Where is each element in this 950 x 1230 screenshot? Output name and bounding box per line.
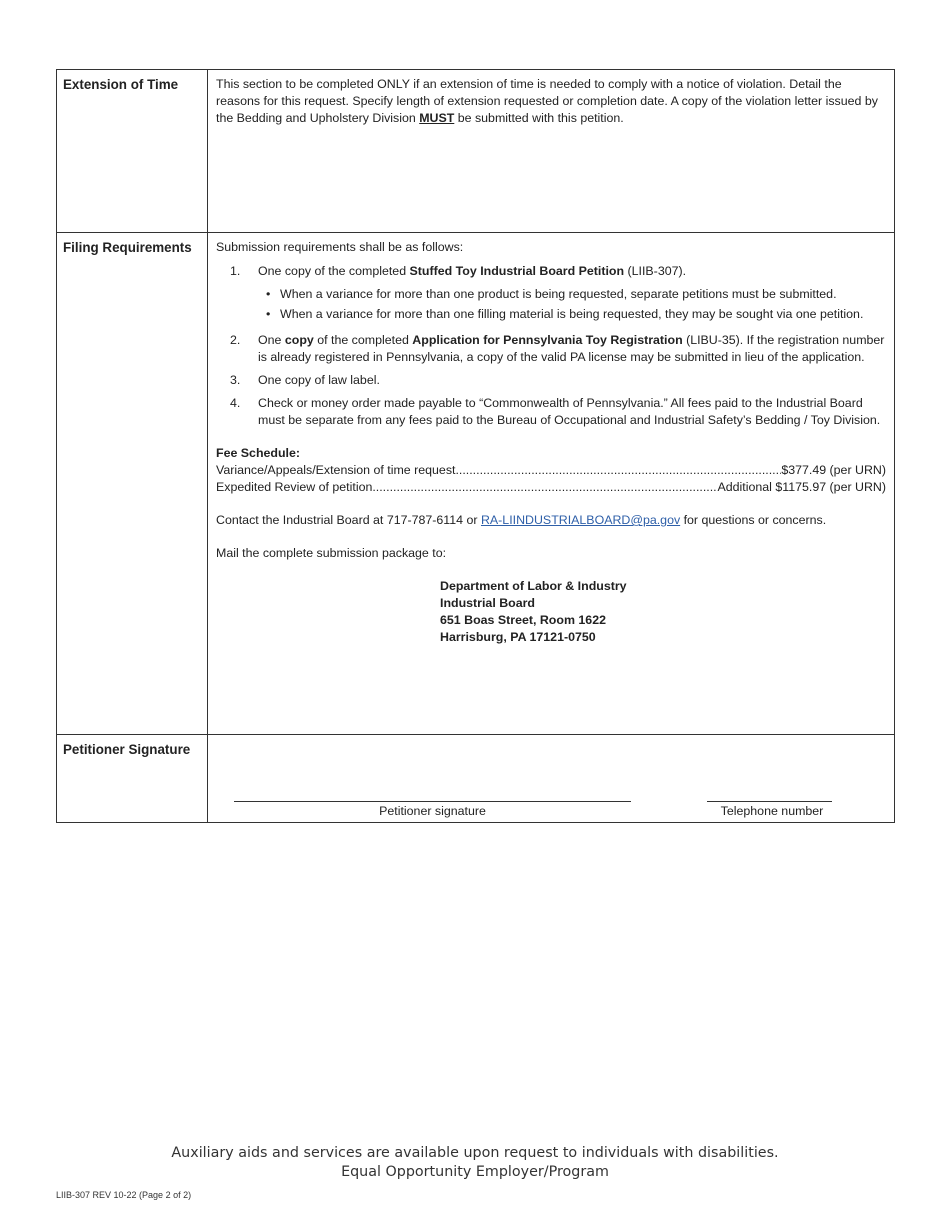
fee-line: Variance/Appeals/Extension of time request ..... $377.49 (per URN) — [216, 462, 886, 479]
filing-content — [208, 233, 895, 735]
requirements-list — [216, 263, 886, 429]
extension-field[interactable] — [208, 70, 895, 233]
filing-requirements-row — [57, 233, 895, 735]
telephone-number-field[interactable] — [707, 801, 832, 802]
requirement-item: 1. One copy of the completed Stuffed Toy Industrial Board Petition (LIIB-307). • When a variance for more than one product is being requested, separate petitions must be submitted. • When a variance for more than one filling material is being requested, they may be sought via one petition. — [216, 263, 886, 326]
address-line: Department of Labor & Industry — [440, 579, 627, 593]
fee-schedule-title: Fee Schedule: — [216, 446, 301, 460]
email-link[interactable]: RA-LIINDUSTRIALBOARD@pa.gov — [480, 513, 681, 527]
address-line: 651 Boas Street, Room 1622 — [440, 613, 606, 627]
mail-instructions: Mail the complete submission package to: — [216, 546, 447, 560]
petitioner-signature-field[interactable] — [234, 801, 631, 802]
signature-row — [57, 735, 895, 823]
dot-leader — [455, 462, 781, 479]
extension-label: Extension of Time — [57, 70, 208, 233]
sub-bullet: • When a variance for more than one product is being requested, separate petitions must be submitted. — [258, 286, 886, 303]
accessibility-notice — [0, 1144, 950, 1182]
contact-text: Contact the Industrial Board at 717-787-6114 or RA-LIINDUSTRIALBOARD@pa.gov for questions or concerns. — [216, 513, 827, 527]
mailing-address — [440, 578, 886, 646]
extension-row — [57, 70, 895, 233]
sub-bullet: • When a variance for more than one filling material is being requested, they may be sought via one petition. — [258, 306, 886, 323]
dot-leader — [372, 479, 717, 496]
extension-instructions: This section to be completed ONLY if an extension of time is needed to comply with a notice of violation. Detail the reasons for this request. Specify length of extension requested or completion date. A copy of the violation letter issued by the Bedding and Upholstery Division MUST be submitted with this petition. — [216, 77, 878, 125]
form-number: LIIB-307 REV 10-22 (Page 2 of 2) — [56, 1190, 192, 1200]
requirement-item: 4. Check or money order made payable to “Commonwealth of Pennsylvania.” All fees paid to the Industrial Board must be separate from any fees paid to the Bureau of Occupational and Industrial Safety’s Bedding / Toy Division. — [230, 396, 881, 427]
address-line: Harrisburg, PA 17121-0750 — [440, 630, 596, 644]
bullet-icon: • — [266, 287, 271, 301]
requirement-item: 3. One copy of law label. — [230, 373, 380, 387]
bullet-icon: • — [266, 307, 271, 321]
petition-form-table — [56, 69, 895, 823]
address-line: Industrial Board — [440, 596, 536, 610]
petitioner-signature-caption: Petitioner signature — [379, 804, 486, 818]
signature-cell — [208, 735, 895, 823]
telephone-number-caption: Telephone number — [720, 804, 824, 818]
fee-line: Expedited Review of petition ..... Additional $1175.97 (per URN) — [216, 479, 886, 496]
filing-intro: Submission requirements shall be as follows: — [216, 240, 464, 254]
requirement-item: 2. One copy of the completed Application for Pennsylvania Toy Registration (LIBU-35). If the registration number is already registered in Pennsylvania, a copy of the valid PA license may be submitted in lieu of the application. — [230, 333, 885, 364]
requirement-sub-bullets — [258, 286, 886, 323]
signature-label: Petitioner Signature — [57, 735, 208, 823]
must-emphasis: MUST — [419, 111, 455, 125]
equal-opportunity-line: Equal Opportunity Employer/Program — [341, 1164, 609, 1180]
accessibility-line: Auxiliary aids and services are available upon request to individuals with disabilities. — [171, 1145, 779, 1161]
filing-label: Filing Requirements — [57, 233, 208, 735]
